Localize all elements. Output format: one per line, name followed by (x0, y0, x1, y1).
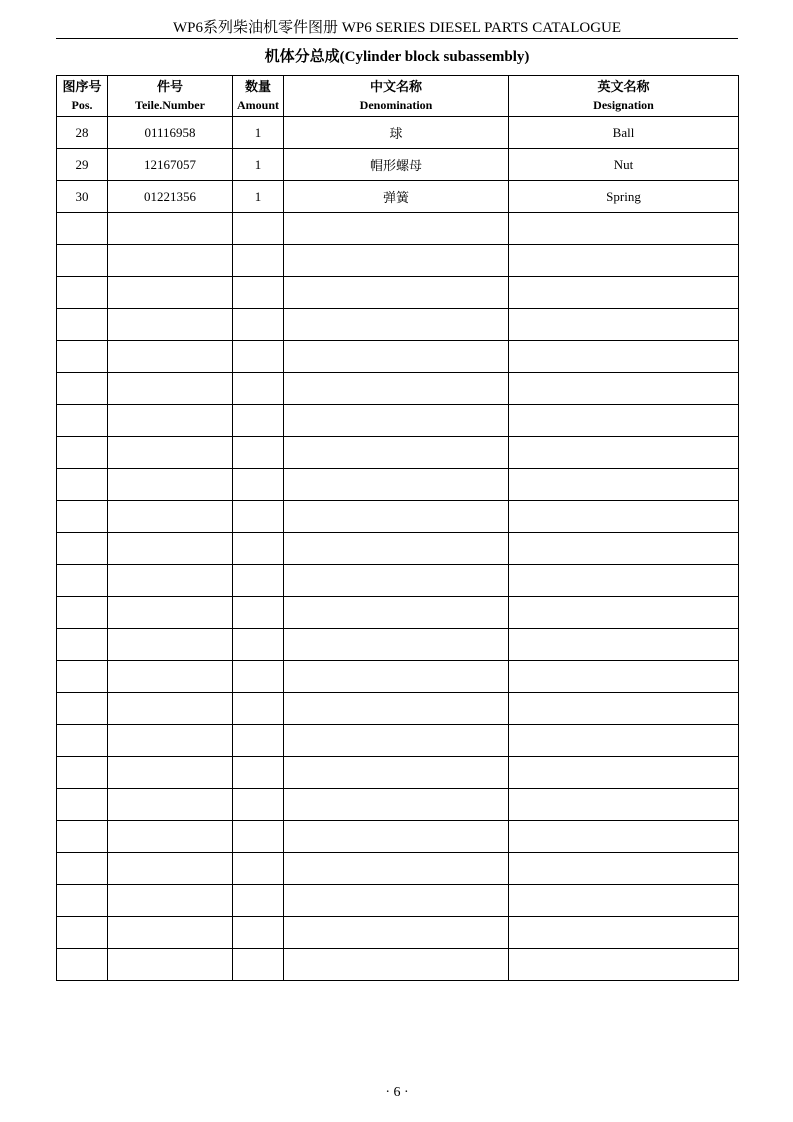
empty-cell (108, 725, 233, 757)
cell-number: 01116958 (108, 117, 233, 149)
empty-cell (284, 949, 509, 981)
empty-cell (57, 405, 108, 437)
empty-table-row (57, 821, 739, 853)
empty-table-row (57, 565, 739, 597)
header-rule (56, 38, 738, 39)
empty-cell (233, 373, 284, 405)
empty-cell (108, 501, 233, 533)
empty-cell (57, 693, 108, 725)
empty-cell (233, 405, 284, 437)
cell-pos: 28 (57, 117, 108, 149)
empty-cell (284, 917, 509, 949)
empty-table-row (57, 309, 739, 341)
empty-table-row (57, 629, 739, 661)
empty-cell (284, 405, 509, 437)
empty-cell (57, 757, 108, 789)
empty-cell (233, 853, 284, 885)
empty-cell (108, 245, 233, 277)
empty-cell (509, 309, 739, 341)
empty-cell (509, 405, 739, 437)
empty-table-row (57, 917, 739, 949)
cell-amount: 1 (233, 149, 284, 181)
empty-table-row (57, 437, 739, 469)
empty-cell (233, 661, 284, 693)
empty-cell (57, 789, 108, 821)
empty-cell (108, 565, 233, 597)
empty-cell (284, 213, 509, 245)
empty-cell (57, 661, 108, 693)
empty-cell (108, 629, 233, 661)
empty-cell (233, 277, 284, 309)
empty-cell (57, 565, 108, 597)
table-row (57, 117, 739, 149)
empty-table-row (57, 597, 739, 629)
empty-cell (233, 949, 284, 981)
empty-cell (233, 565, 284, 597)
empty-cell (108, 373, 233, 405)
empty-cell (108, 853, 233, 885)
empty-cell (108, 949, 233, 981)
empty-cell (108, 405, 233, 437)
empty-cell (233, 469, 284, 501)
empty-cell (57, 309, 108, 341)
empty-table-row (57, 213, 739, 245)
col-header-denomination-zh: 中文名称 (369, 79, 422, 94)
empty-cell (57, 853, 108, 885)
empty-cell (233, 533, 284, 565)
empty-cell (509, 789, 739, 821)
col-header-number-en: Teile.Number (135, 98, 205, 112)
cell-name-zh: 弹簧 (284, 181, 509, 213)
empty-cell (509, 597, 739, 629)
empty-cell (108, 597, 233, 629)
cell-pos: 30 (57, 181, 108, 213)
empty-cell (284, 373, 509, 405)
empty-cell (509, 245, 739, 277)
empty-cell (284, 533, 509, 565)
empty-cell (509, 533, 739, 565)
empty-cell (108, 917, 233, 949)
empty-cell (509, 469, 739, 501)
col-header-amount-en: Amount (236, 98, 279, 112)
empty-cell (284, 341, 509, 373)
empty-table-row (57, 277, 739, 309)
empty-table-row (57, 341, 739, 373)
empty-cell (509, 725, 739, 757)
empty-cell (233, 501, 284, 533)
cell-amount: 1 (233, 181, 284, 213)
parts-table-body (57, 117, 739, 981)
empty-cell (108, 533, 233, 565)
empty-cell (108, 213, 233, 245)
empty-table-row (57, 501, 739, 533)
cell-pos: 29 (57, 149, 108, 181)
empty-cell (233, 629, 284, 661)
empty-cell (509, 341, 739, 373)
empty-cell (233, 597, 284, 629)
empty-cell (509, 917, 739, 949)
empty-cell (509, 565, 739, 597)
empty-cell (57, 341, 108, 373)
empty-table-row (57, 789, 739, 821)
parts-table (56, 75, 739, 981)
table-row (57, 149, 739, 181)
empty-cell (284, 757, 509, 789)
empty-cell (509, 661, 739, 693)
table-header-row (57, 76, 739, 117)
running-title: WP6系列柴油机零件图册 WP6 SERIES DIESEL PARTS CATALOGUE (172, 20, 622, 36)
empty-cell (509, 693, 739, 725)
empty-table-row (57, 757, 739, 789)
col-header-pos-en: Pos. (71, 98, 93, 112)
empty-cell (284, 629, 509, 661)
empty-cell (509, 821, 739, 853)
empty-cell (57, 885, 108, 917)
empty-cell (284, 661, 509, 693)
cell-name-zh: 帽形螺母 (284, 149, 509, 181)
empty-table-row (57, 949, 739, 981)
empty-cell (233, 245, 284, 277)
cell-name-en: Spring (509, 181, 739, 213)
empty-cell (509, 757, 739, 789)
col-header-denomination (284, 76, 509, 117)
page-number: · 6 · (385, 1085, 409, 1100)
empty-cell (284, 565, 509, 597)
empty-cell (108, 341, 233, 373)
empty-cell (233, 693, 284, 725)
col-header-denomination-en: Denomination (359, 98, 433, 112)
empty-table-row (57, 373, 739, 405)
empty-cell (57, 245, 108, 277)
col-header-number (108, 76, 233, 117)
empty-cell (57, 917, 108, 949)
empty-cell (108, 757, 233, 789)
cell-name-zh: 球 (284, 117, 509, 149)
empty-table-row (57, 245, 739, 277)
empty-cell (509, 949, 739, 981)
empty-cell (284, 501, 509, 533)
empty-table-row (57, 405, 739, 437)
empty-cell (509, 213, 739, 245)
empty-cell (233, 341, 284, 373)
empty-cell (233, 757, 284, 789)
empty-cell (284, 821, 509, 853)
empty-cell (108, 885, 233, 917)
empty-table-row (57, 853, 739, 885)
empty-cell (509, 885, 739, 917)
empty-cell (108, 661, 233, 693)
col-header-amount (233, 76, 284, 117)
empty-cell (108, 437, 233, 469)
empty-cell (108, 469, 233, 501)
empty-cell (57, 725, 108, 757)
cell-name-en: Nut (509, 149, 739, 181)
empty-cell (284, 725, 509, 757)
empty-cell (57, 437, 108, 469)
empty-cell (233, 917, 284, 949)
empty-cell (108, 693, 233, 725)
empty-cell (233, 437, 284, 469)
empty-cell (108, 789, 233, 821)
empty-cell (108, 821, 233, 853)
col-header-amount-zh: 数量 (244, 79, 271, 94)
empty-cell (284, 309, 509, 341)
empty-cell (284, 437, 509, 469)
empty-cell (233, 309, 284, 341)
empty-cell (284, 277, 509, 309)
empty-cell (57, 213, 108, 245)
empty-cell (57, 821, 108, 853)
empty-cell (233, 789, 284, 821)
col-header-pos-zh: 图序号 (62, 79, 102, 94)
col-header-designation (509, 76, 739, 117)
empty-cell (233, 885, 284, 917)
empty-cell (233, 213, 284, 245)
empty-cell (509, 277, 739, 309)
empty-table-row (57, 725, 739, 757)
empty-cell (57, 469, 108, 501)
empty-cell (57, 949, 108, 981)
empty-table-row (57, 469, 739, 501)
empty-table-row (57, 661, 739, 693)
empty-cell (284, 789, 509, 821)
cell-number: 12167057 (108, 149, 233, 181)
empty-cell (108, 309, 233, 341)
empty-cell (57, 277, 108, 309)
empty-cell (284, 885, 509, 917)
page-title: 机体分总成(Cylinder block subassembly) (264, 49, 530, 65)
empty-cell (57, 533, 108, 565)
table-row (57, 181, 739, 213)
empty-cell (509, 629, 739, 661)
cell-amount: 1 (233, 117, 284, 149)
empty-cell (284, 469, 509, 501)
col-header-pos (57, 76, 108, 117)
empty-cell (57, 373, 108, 405)
empty-cell (284, 853, 509, 885)
empty-cell (509, 501, 739, 533)
col-header-designation-zh: 英文名称 (597, 79, 650, 94)
empty-cell (509, 373, 739, 405)
empty-cell (284, 245, 509, 277)
empty-table-row (57, 693, 739, 725)
empty-cell (57, 501, 108, 533)
cell-number: 01221356 (108, 181, 233, 213)
cell-name-en: Ball (509, 117, 739, 149)
empty-cell (284, 693, 509, 725)
empty-table-row (57, 885, 739, 917)
empty-cell (509, 853, 739, 885)
empty-cell (233, 725, 284, 757)
empty-cell (509, 437, 739, 469)
empty-table-row (57, 533, 739, 565)
empty-cell (233, 821, 284, 853)
empty-cell (57, 629, 108, 661)
col-header-number-zh: 件号 (156, 79, 183, 94)
empty-cell (57, 597, 108, 629)
col-header-designation-en: Designation (593, 98, 654, 112)
empty-cell (284, 597, 509, 629)
empty-cell (108, 277, 233, 309)
